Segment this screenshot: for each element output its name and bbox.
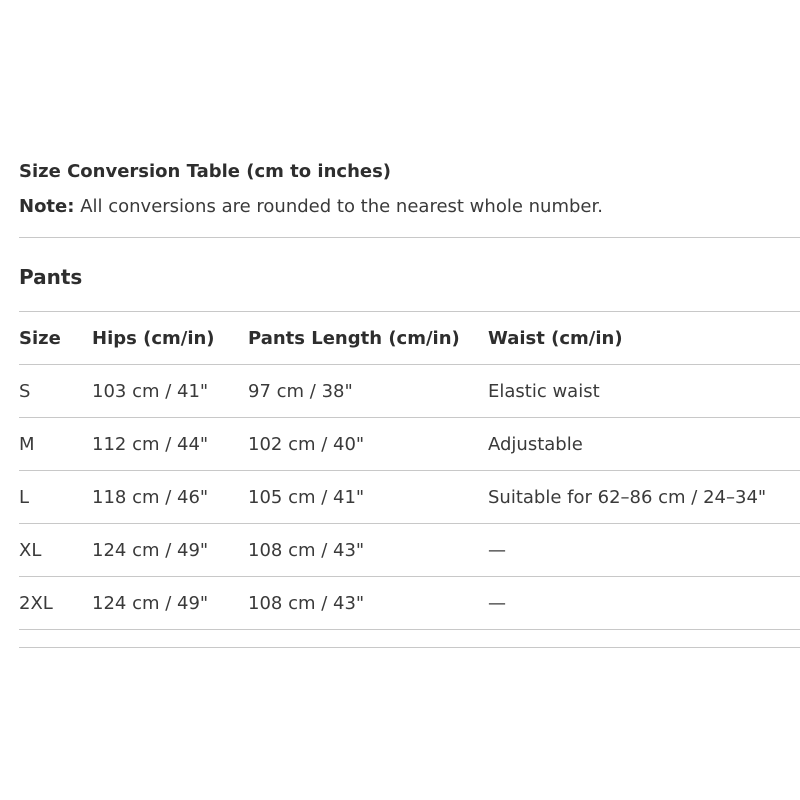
note-label: Note:: [19, 196, 75, 217]
column-header-pants-length: Pants Length (cm/in): [248, 312, 488, 365]
cell-pants-length: 102 cm / 40": [248, 418, 488, 471]
cell-hips: 124 cm / 49": [92, 577, 248, 630]
table-row: [19, 577, 800, 630]
cell-hips: 103 cm / 41": [92, 365, 248, 418]
size-table: [19, 311, 800, 630]
cell-waist: Adjustable: [488, 418, 800, 471]
column-header-waist: Waist (cm/in): [488, 312, 800, 365]
divider: [19, 647, 800, 648]
table-row: [19, 524, 800, 577]
cell-hips: 112 cm / 44": [92, 418, 248, 471]
cell-size: L: [19, 471, 92, 524]
cell-waist: Suitable for 62–86 cm / 24–34": [488, 471, 800, 524]
cell-pants-length: 108 cm / 43": [248, 524, 488, 577]
document-title: Size Conversion Table (cm to inches): [19, 161, 392, 182]
cell-waist: —: [488, 577, 800, 630]
column-header-hips: Hips (cm/in): [92, 312, 248, 365]
divider: [19, 237, 800, 238]
table-row: [19, 365, 800, 418]
cell-pants-length: 97 cm / 38": [248, 365, 488, 418]
document: [19, 160, 800, 648]
cell-size: S: [19, 365, 92, 418]
column-header-size: Size: [19, 312, 92, 365]
cell-pants-length: 105 cm / 41": [248, 471, 488, 524]
cell-waist: —: [488, 524, 800, 577]
table-row: [19, 471, 800, 524]
cell-pants-length: 108 cm / 43": [248, 577, 488, 630]
note: [19, 195, 800, 219]
cell-size: M: [19, 418, 92, 471]
cell-waist: Elastic waist: [488, 365, 800, 418]
table-row: [19, 418, 800, 471]
cell-hips: 118 cm / 46": [92, 471, 248, 524]
section-title: Pants: [19, 265, 83, 289]
table-header-row: [19, 312, 800, 365]
cell-hips: 124 cm / 49": [92, 524, 248, 577]
cell-size: XL: [19, 524, 92, 577]
cell-size: 2XL: [19, 577, 92, 630]
note-text: All conversions are rounded to the nearest whole number.: [80, 196, 603, 217]
